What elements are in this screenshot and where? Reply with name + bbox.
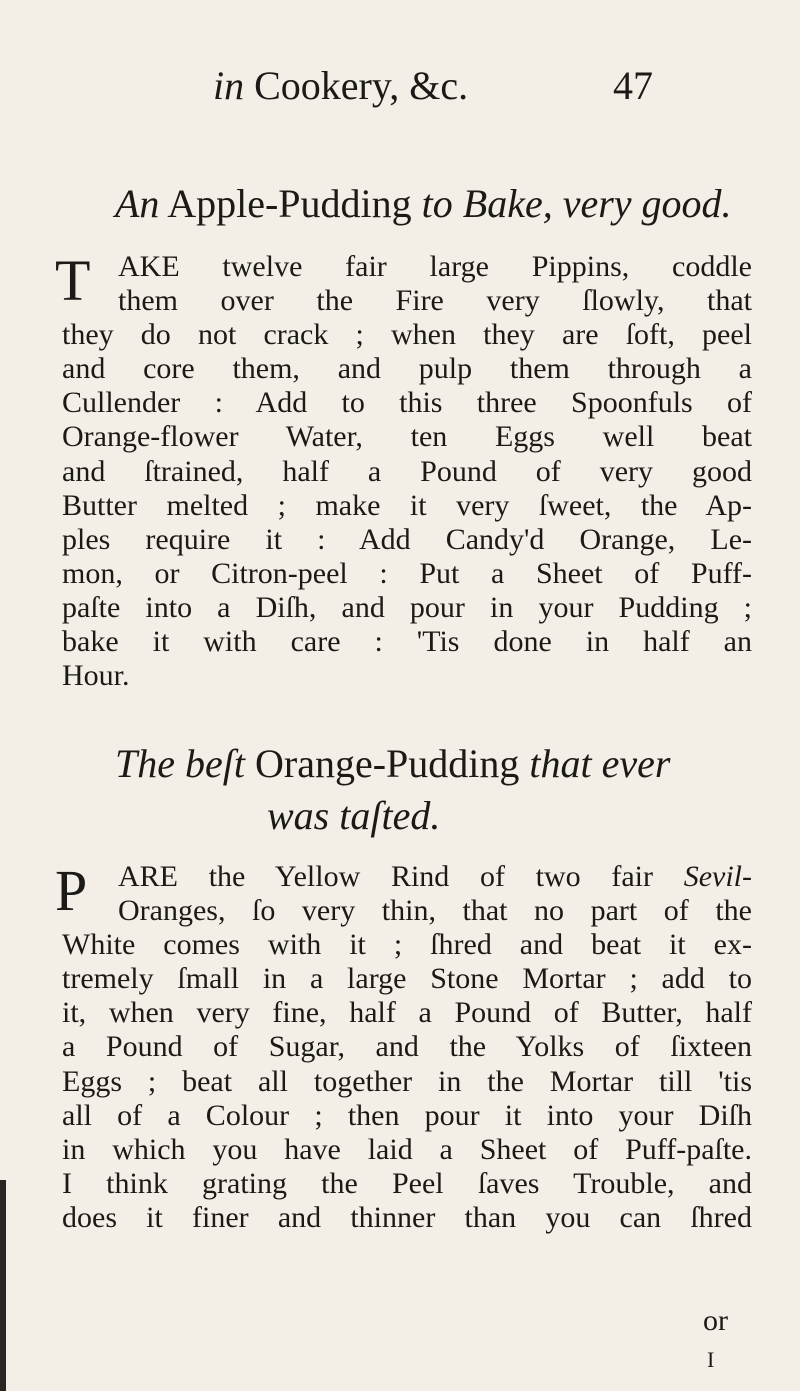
- running-head-main: Cookery, &c.: [254, 63, 469, 108]
- recipe-heading-orange-pudding: [115, 738, 670, 790]
- heading-roman: Apple-Pudding: [167, 181, 412, 226]
- catchword: or: [703, 1304, 728, 1337]
- heading-roman: Orange-Pudding: [254, 741, 520, 786]
- text-line: ples require it : Add Candy'd Orange, Le-: [62, 522, 752, 556]
- text-line: bake it with care : 'Tis done in half an: [62, 625, 752, 659]
- running-head-title: [213, 62, 468, 109]
- heading-italic: to Bake, very good.: [421, 181, 732, 226]
- italic-word: Sevil-: [683, 860, 752, 893]
- text-line: they do not crack ; when they are ſoft, peel: [62, 318, 752, 352]
- heading-italic: The beſt: [115, 741, 245, 786]
- text-line: ARE the Yellow Rind of two fair Sevil-: [118, 860, 752, 893]
- running-head-italic: in: [213, 63, 245, 108]
- text-line: Butter melted ; make it very ſweet, the Ap-: [62, 488, 752, 522]
- text-line: Orange-flower Water, ten Eggs well beat: [62, 420, 752, 454]
- text-line: does it finer and thinner than you can ſhred: [62, 1200, 752, 1234]
- running-head: [0, 62, 800, 122]
- text-line: and ſtrained, half a Pound of very good: [62, 454, 752, 488]
- page-edge-shadow: [0, 1180, 6, 1391]
- recipe-heading-orange-pudding-cont: [267, 790, 440, 842]
- drop-cap: T: [55, 248, 91, 313]
- text-line: tremely ſmall in a large Stone Mortar ; add to: [62, 962, 752, 996]
- text-line: paſte into a Diſh, and pour in your Pudding ;: [62, 590, 752, 624]
- text-line: mon, or Citron-peel : Put a Sheet of Puff-: [62, 556, 752, 590]
- text-line: all of a Colour ; then pour it into your Diſh: [62, 1098, 752, 1132]
- text-line: White comes with it ; ſhred and beat it ex-: [62, 928, 752, 962]
- text-line: Cullender : Add to this three Spoonfuls of: [62, 386, 752, 420]
- text-line: and core them, and pulp them through a: [62, 352, 752, 386]
- text-line: in which you have laid a Sheet of Puff-paſte.: [62, 1132, 752, 1166]
- signature-mark: I: [707, 1347, 715, 1372]
- page-number: 47: [613, 63, 653, 108]
- heading-italic: that ever: [529, 741, 671, 786]
- recipe-heading-apple-pudding: [115, 178, 732, 230]
- heading-italic: An: [115, 181, 160, 226]
- text-line: Hour.: [62, 659, 130, 693]
- heading-italic: was taſted.: [267, 793, 441, 838]
- text-line: them over the Fire very ſlowly, that: [118, 284, 752, 318]
- text-line: AKE twelve fair large Pippins, coddle: [118, 250, 752, 283]
- recipe-text-orange-pudding: [62, 860, 752, 1235]
- drop-cap: P: [55, 858, 88, 923]
- text-line: I think grating the Peel ſaves Trouble, and: [62, 1166, 752, 1200]
- text-line: it, when very fine, half a Pound of Butter, half: [62, 996, 752, 1030]
- text-line: Eggs ; beat all together in the Mortar till 'tis: [62, 1064, 752, 1098]
- recipe-text-apple-pudding: [62, 250, 752, 693]
- text-line: a Pound of Sugar, and the Yolks of ſixteen: [62, 1030, 752, 1064]
- text-line: Oranges, ſo very thin, that no part of the: [118, 894, 752, 928]
